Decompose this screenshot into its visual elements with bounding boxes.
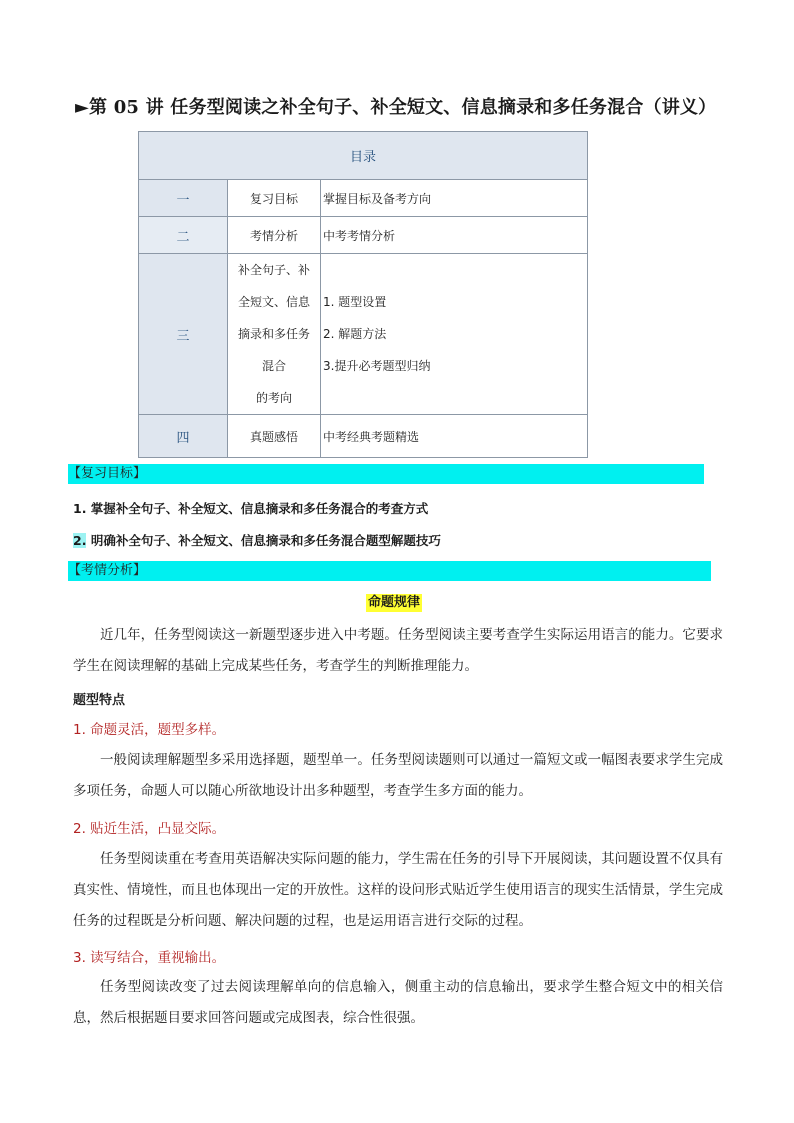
review-item-number: 2.: [73, 533, 87, 548]
toc-section: 复习目标: [228, 180, 321, 217]
toc-row: [139, 180, 588, 217]
review-item-text: 明确补全句子、补全短文、信息摘录和多任务混合题型解题技巧: [90, 533, 441, 548]
toc-section-line: 的考向: [255, 391, 292, 405]
toc-section-line: 全短文、信息: [237, 295, 310, 309]
toc-section: 真题感悟: [228, 415, 321, 458]
toc-section: [228, 254, 321, 415]
toc-num: 二: [139, 217, 228, 254]
toc-section-line: 混合: [261, 359, 286, 373]
toc-content: 掌握目标及备考方向: [321, 180, 588, 217]
table-of-contents: [138, 131, 588, 458]
toc-section-line: 补全句子、补: [237, 263, 310, 277]
toc-content-line: 3.提升必考题型归纳: [323, 359, 431, 373]
page-title: ►第 05 讲 任务型阅读之补全句子、补全短文、信息摘录和多任务混合（讲义）: [75, 97, 717, 118]
toc-row: [139, 217, 588, 254]
toc-header: 目录: [139, 132, 588, 180]
feature-text: 任务型阅读重在考查用英语解决实际问题的能力，学生需在任务的引导下开展阅读，其问题设置不仅具有真实性、情境性，而且也体现出一定的开放性。这样的设问形式贴近学生使用语言的现实生活情景，学生完成任务的过程既是分析问题、解决问题的过程，也是运用语言进行交际的过程。: [73, 851, 723, 929]
toc-section-line: 摘录和多任务: [237, 327, 310, 341]
features-title: 题型特点: [73, 693, 126, 708]
feature-text: 任务型阅读改变了过去阅读理解单向的信息输入，侧重主动的信息输出，要求学生整合短文中的相关信息，然后根据题目要求回答问题或完成图表，综合性很强。: [73, 979, 723, 1026]
toc-num: 一: [139, 180, 228, 217]
feature-text: 一般阅读理解题型多采用选择题，题型单一。任务型阅读题则可以通过一篇短文或一幅图表要求学生完成多项任务，命题人可以随心所欲地设计出多种题型，考查学生多方面的能力。: [73, 752, 723, 799]
toc-section: 考情分析: [228, 217, 321, 254]
feature-title: 3. 读写结合，重视输出。: [73, 950, 226, 966]
review-item: [73, 531, 441, 549]
feature-title: 2. 贴近生活，凸显交际。: [73, 821, 226, 837]
toc-content: 中考考情分析: [321, 217, 588, 254]
toc-num: 四: [139, 415, 228, 458]
intro-paragraph: 近几年，任务型阅读这一新题型逐步进入中考题。任务型阅读主要考查学生实际运用语言的能力。它要求学生在阅读理解的基础上完成某些任务，考查学生的判断推理能力。: [73, 627, 723, 674]
toc-content-line: 2. 解题方法: [323, 327, 387, 341]
toc-row: [139, 254, 588, 415]
toc-content: [321, 254, 588, 415]
toc-content-line: 1. 题型设置: [323, 295, 387, 309]
review-item: 1. 掌握补全句子、补全短文、信息摘录和多任务混合的考查方式: [73, 501, 429, 516]
analysis-heading: 【考情分析】: [68, 561, 711, 581]
toc-row: [139, 415, 588, 458]
rule-tag: 命题规律: [368, 595, 421, 610]
toc-content: 中考经典考题精选: [321, 415, 588, 458]
review-heading: 【复习目标】: [68, 464, 704, 484]
feature-title: 1. 命题灵活，题型多样。: [73, 722, 226, 738]
toc-num: 三: [139, 254, 228, 415]
